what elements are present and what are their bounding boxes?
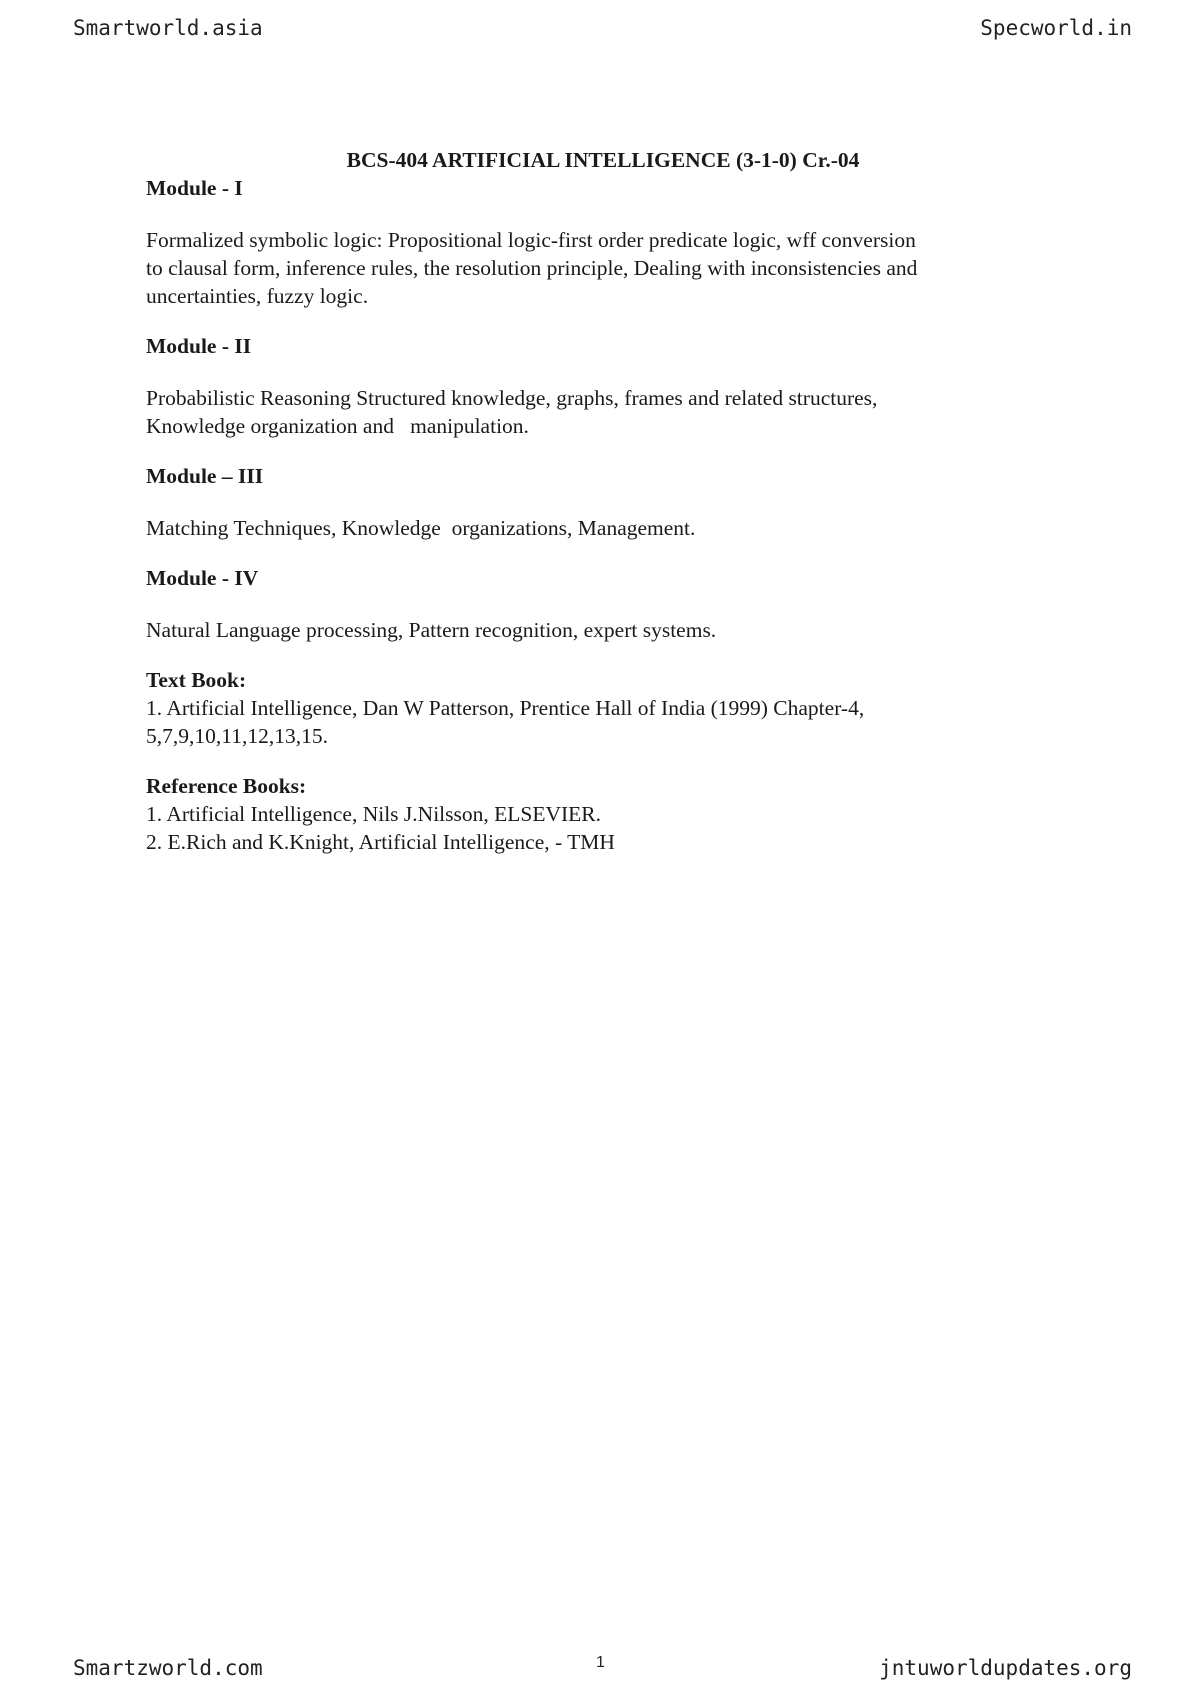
module-3-content <box>146 514 1046 542</box>
reference-books-heading: Reference Books: <box>146 774 307 798</box>
text-book-line: 1. Artificial Intelligence, Dan W Patterson, Prentice Hall of India (1999) Chapter-4, <box>146 696 865 720</box>
module-3-line: Matching Techniques, Knowledge organizations, Management. <box>146 516 696 540</box>
page-number: 1 <box>596 1654 605 1671</box>
module-3-heading: Module – III <box>146 464 264 488</box>
module-2-line: Knowledge organization and manipulation. <box>146 414 529 438</box>
module-2-content <box>146 384 1046 440</box>
document-body <box>146 146 1046 856</box>
text-book-list <box>146 694 1046 750</box>
document-title: BCS-404 ARTIFICIAL INTELLIGENCE (3-1-0) Cr.-04 <box>346 148 860 172</box>
module-1-line: to clausal form, inference rules, the resolution principle, Dealing with inconsistencies and <box>146 256 918 280</box>
module-4-content <box>146 616 1046 644</box>
module-4-line: Natural Language processing, Pattern recognition, expert systems. <box>146 618 717 642</box>
watermark-top-left: Smartworld.asia <box>73 16 263 40</box>
module-1-content <box>146 226 1046 310</box>
module-1-line: uncertainties, fuzzy logic. <box>146 284 369 308</box>
text-book-line: 5,7,9,10,11,12,13,15. <box>146 724 328 748</box>
watermark-bottom-right: jntuworldupdates.org <box>879 1656 1132 1680</box>
module-1-heading: Module - I <box>146 176 243 200</box>
reference-book-line: 1. Artificial Intelligence, Nils J.Nilsson, ELSEVIER. <box>146 802 602 826</box>
module-1-line: Formalized symbolic logic: Propositional logic-first order predicate logic, wff conversion <box>146 228 916 252</box>
reference-books-list <box>146 800 1046 856</box>
watermark-top-right: Specworld.in <box>980 16 1132 40</box>
watermark-bottom-left: Smartzworld.com <box>73 1656 263 1680</box>
reference-book-line: 2. E.Rich and K.Knight, Artificial Intelligence, - TMH <box>146 830 615 854</box>
module-2-heading: Module - II <box>146 334 252 358</box>
module-4-heading: Module - IV <box>146 566 259 590</box>
module-2-line: Probabilistic Reasoning Structured knowledge, graphs, frames and related structures, <box>146 386 878 410</box>
text-book-heading: Text Book: <box>146 668 247 692</box>
